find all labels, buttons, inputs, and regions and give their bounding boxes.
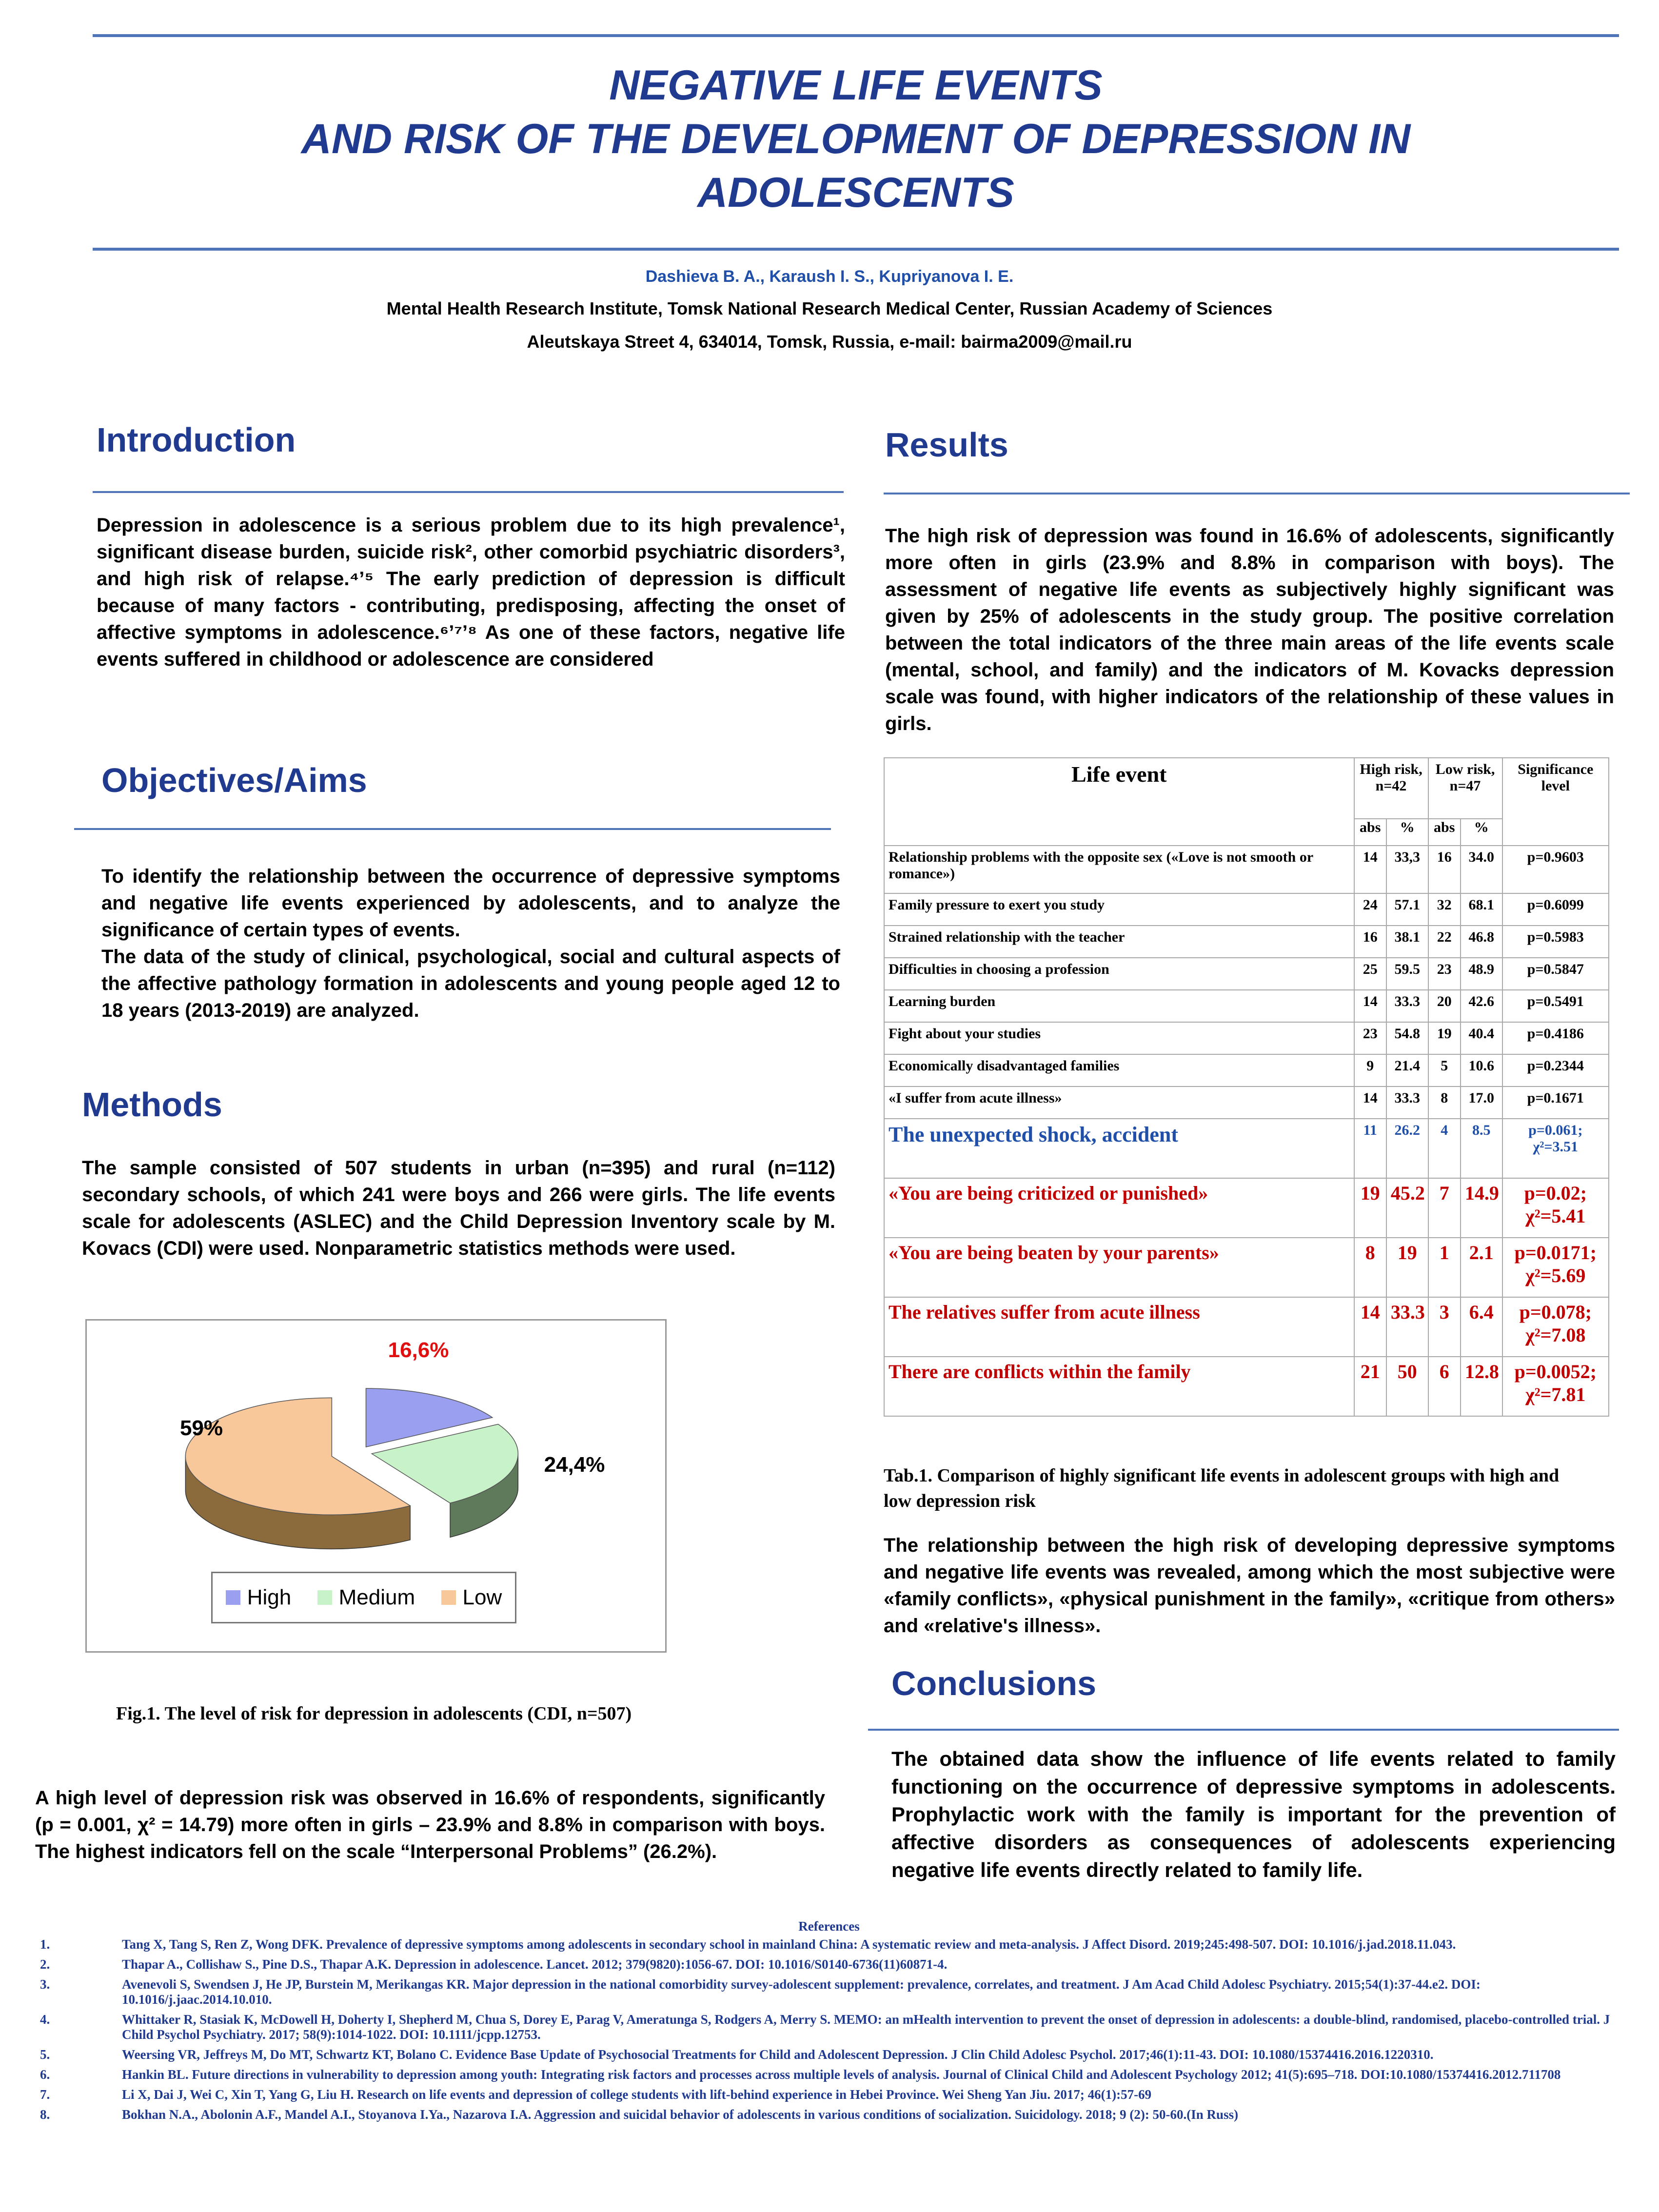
cell-chi-square: χ²=5.69 [1525,1264,1586,1286]
cell-low-pct: 6.4 [1461,1297,1502,1357]
reference-text: Tang X, Tang S, Ren Z, Wong DFK. Prevalence of depressive symptoms among adolescents in secondary school in mainland China: A systematic review and meta-analysis. J Affect Disord. 2019;245:498-507. DOI: 10.1016/j.jad.2018.11.043. [122,1937,1456,1952]
reference-text: Weersing VR, Jeffreys M, Do MT, Schwartz KT, Bolano C. Evidence Base Update of Psychosocial Treatments for Child and Adolescent Depression. J Clin Child Adolesc Psychol. 2017;46(1):11-43. DOI: 10.1080/15374416.2016.1220310. [122,2047,1434,2062]
reference-item [29,1937,1629,1952]
reference-number: 7. [40,2087,50,2102]
figure-caption: Fig.1. The level of risk for depression in adolescents (CDI, n=507) [116,1703,632,1724]
cell-event: The unexpected shock, accident [884,1119,1354,1178]
cell-high-abs: 14 [1354,990,1386,1022]
th-low-pct: % [1461,819,1502,846]
conclusions-text: The obtained data show the influence of life events related to family functioning on the occurrence of depressive symptoms in adolescents. Prophylactic work with the family is important for the prevention of affective disorders as consequences of adolescents experiencing negative life events directly related to family life. [891,1747,1616,1881]
reference-number: 2. [40,1957,50,1972]
cell-low-pct: 34.0 [1461,846,1502,893]
cell-low-abs: 22 [1428,926,1461,958]
cell-significance [1502,1238,1609,1297]
cell-low-pct: 48.9 [1461,958,1502,990]
reference-text: Bokhan N.A., Abolonin A.F., Mandel A.I., Stoyanova I.Ya., Nazarova I.A. Aggression and suicidal behavior of adolescents in various conditions of socialization. Suicidology. 2018; 9 (2): 50-60.(In Russ) [122,2107,1239,2122]
cell-high-abs: 14 [1354,1086,1386,1119]
reference-number: 8. [40,2107,50,2122]
table-row [884,893,1609,926]
cell-low-pct: 14.9 [1461,1178,1502,1238]
cell-high-abs: 9 [1354,1054,1386,1086]
legend-label-medium: Medium [338,1585,415,1609]
table-row [884,1086,1609,1119]
table-caption: Tab.1. Comparison of highly significant life events in adolescent groups with high and low depression risk [884,1465,1560,1511]
cell-high-abs: 11 [1354,1119,1386,1178]
cell-p-value: p=0.5983 [1527,929,1584,945]
cell-event: «You are being beaten by your parents» [884,1238,1354,1297]
cell-low-pct: 8.5 [1461,1119,1502,1178]
cell-low-abs: 6 [1428,1357,1461,1416]
cell-low-abs: 7 [1428,1178,1461,1238]
cell-significance [1502,958,1609,990]
legend-swatch-low [441,1590,456,1605]
cell-low-abs: 23 [1428,958,1461,990]
references-list [29,1937,1629,2122]
cell-significance [1502,1297,1609,1357]
cell-p-value: p=0.5491 [1527,993,1584,1009]
cell-low-pct: 12.8 [1461,1357,1502,1416]
cell-low-pct: 10.6 [1461,1054,1502,1086]
reference-text: Thapar A., Collishaw S., Pine D.S., Thapar A.K. Depression in adolescence. Lancet. 2012; 379(9820):1056-67. DOI: 10.1016/S0140-6736(11)60871-4. [122,1957,948,1972]
cell-event: Family pressure to exert you study [884,893,1354,926]
th-high-abs: abs [1354,819,1386,846]
cell-event: Learning burden [884,990,1354,1022]
cell-p-value: p=0.1671 [1527,1090,1584,1106]
cell-significance [1502,893,1609,926]
th-low-abs: abs [1428,819,1461,846]
table-row [884,926,1609,958]
cell-chi-square: χ²=5.41 [1525,1205,1586,1227]
cell-event: Relationship problems with the opposite sex («Love is not smooth or romance») [884,846,1354,893]
cell-event: Difficulties in choosing a profession [884,958,1354,990]
methods-heading: Methods [82,1086,222,1124]
pie-data-label-low: 59% [179,1416,223,1440]
cell-high-abs: 14 [1354,1297,1386,1357]
cell-high-pct: 21.4 [1386,1054,1428,1086]
intro-text: Depression in adolescence is a serious problem due to its high prevalence¹, significant disease burden, suicide risk², other comorbid psychiatric disorders³, and high risk of relapse.⁴ʼ⁵ The early prediction of depression is difficult because of many factors - contributing, predisposing, affecting the onset of affective symptoms in adolescence.⁶ʼ⁷ʼ⁸ As one of these factors, negative life events suffered in childhood or adolescence are considered [97,514,845,670]
reference-number: 5. [40,2047,50,2062]
intro-rule [93,491,844,493]
top-rule [93,34,1619,37]
table-row [884,1054,1609,1086]
cell-event: Economically disadvantaged families [884,1054,1354,1086]
cell-chi-square: χ²=3.51 [1533,1139,1578,1155]
pie-data-label-high: 16,6% [388,1338,449,1362]
cell-event: Fight about your studies [884,1022,1354,1054]
table-row [884,1119,1609,1178]
objectives-rule [74,828,831,830]
cell-low-pct: 40.4 [1461,1022,1502,1054]
cell-low-pct: 17.0 [1461,1086,1502,1119]
reference-item [29,1957,1629,1972]
results-text: The high risk of depression was found in 16.6% of adolescents, significantly more often in girls (23.9% and 8.8% in comparison with boys). The assessment of negative life events as subjectively highly significant was given by 25% of adolescents in the study group. The positive correlation between the total indicators of the three main areas of the life events scale (mental, school, and family) and the indicators of M. Kovacks depression scale was found, with higher indicators of the relationship of these values in girls. [885,525,1614,734]
table-row [884,958,1609,990]
cell-p-value: p=0.0052; [1514,1361,1597,1382]
cell-low-abs: 8 [1428,1086,1461,1119]
cell-p-value: p=0.6099 [1527,897,1584,913]
cell-low-abs: 3 [1428,1297,1461,1357]
cell-high-pct: 59.5 [1386,958,1428,990]
reference-number: 4. [40,2012,50,2027]
results-rule [884,493,1630,494]
cell-low-pct: 68.1 [1461,893,1502,926]
table-row [884,846,1609,893]
cell-high-abs: 23 [1354,1022,1386,1054]
title-line-2: AND RISK OF THE DEVELOPMENT OF DEPRESSION IN [301,116,1411,162]
cell-high-pct: 57.1 [1386,893,1428,926]
table-row [884,1357,1609,1416]
pie-chart-svg [87,1321,665,1564]
table-row [884,1178,1609,1238]
reference-item [29,2107,1629,2122]
cell-event: There are conflicts within the family [884,1357,1354,1416]
legend-swatch-high [226,1590,240,1605]
cell-p-value: p=0.0171; [1514,1242,1597,1264]
relationship-text: The relationship between the high risk of developing depressive symptoms and negative life events was revealed, among which the most subjective were «family conflicts», «physical punishment in the family», «critique from others» and «relative's illness». [884,1535,1615,1637]
table-row [884,1297,1609,1357]
reference-item [29,1977,1629,2007]
legend-label-high: High [247,1585,292,1609]
figure-summary: A high level of depression risk was observed in 16.6% of respondents, significantly (p = 0.001, χ² = 14.79) more often in girls – 23.9% and 8.8% in comparison with boys. The highest indicators fell on the scale “Interpersonal Problems” (26.2%). [35,1787,825,1862]
objectives-heading: Objectives/Aims [101,761,367,799]
cell-high-abs: 25 [1354,958,1386,990]
reference-number: 3. [40,1977,50,1992]
cell-significance [1502,1054,1609,1086]
affiliation: Mental Health Research Institute, Tomsk National Research Medical Center, Russian Academy of Sciences [386,298,1273,318]
reference-text: Hankin BL. Future directions in vulnerability to depression among youth: Integrating risk factors and processes across multiple levels of analysis. Journal of Clinical Child and Adolescent Psychology 2012; 41(5):695–718. DOI:10.1080/15374416.2012.711708 [122,2067,1561,2082]
cell-high-abs: 14 [1354,846,1386,893]
cell-high-pct: 19 [1386,1238,1428,1297]
reference-number: 1. [40,1937,50,1952]
cell-high-abs: 16 [1354,926,1386,958]
cell-low-abs: 5 [1428,1054,1461,1086]
conclusions-rule [868,1729,1619,1731]
pie-data-label-medium: 24,4% [544,1453,605,1477]
cell-event: «I suffer from acute illness» [884,1086,1354,1119]
cell-significance [1502,1119,1609,1178]
cell-significance [1502,1357,1609,1416]
references [29,1919,1629,2127]
legend-item-low [441,1585,502,1610]
table-row [884,1022,1609,1054]
references-heading: References [798,1919,860,1934]
objectives-text-1: To identify the relationship between the occurrence of depressive symptoms and negative life events experienced by adolescents, and to analyze the significance of certain types of events. [101,866,840,941]
cell-significance [1502,846,1609,893]
cell-event: Strained relationship with the teacher [884,926,1354,958]
th-low: Low risk, n=47 [1428,758,1502,819]
cell-high-pct: 45.2 [1386,1178,1428,1238]
poster-title [93,59,1619,219]
cell-event: The relatives suffer from acute illness [884,1297,1354,1357]
objectives-text [101,863,840,1024]
reference-text: Li X, Dai J, Wei C, Xin T, Yang G, Liu H. Research on life events and depression of college students with lift-behind experience in Hebei Province. Wei Sheng Yan Jiu. 2017; 46(1):57-69 [122,2087,1152,2102]
cell-p-value: p=0.9603 [1527,849,1584,865]
cell-low-abs: 4 [1428,1119,1461,1178]
reference-item [29,2067,1629,2082]
chart-legend [211,1572,516,1623]
methods-text: The sample consisted of 507 students in urban (n=395) and rural (n=112) secondary schools, of which 241 were boys and 266 were girls. The life events scale for adolescents (ASLEC) and the Child Depression Inventory scale by M. Kovacs (CDI) were used. Nonparametric statistics methods were used. [82,1157,835,1259]
cell-low-pct: 46.8 [1461,926,1502,958]
authors: Dashieva B. A., Karaush I. S., Kupriyanova I. E. [645,267,1014,286]
results-heading: Results [885,426,1008,464]
th-high: High risk, n=42 [1354,758,1428,819]
cell-low-abs: 20 [1428,990,1461,1022]
reference-number: 6. [40,2067,50,2082]
title-line-1: NEGATIVE LIFE EVENTS [609,62,1103,109]
table-row [884,1238,1609,1297]
conclusions-heading: Conclusions [891,1664,1097,1702]
cell-event: «You are being criticized or punished» [884,1178,1354,1238]
cell-p-value: p=0.078; [1519,1301,1592,1323]
cell-p-value: p=0.02; [1524,1182,1587,1204]
reference-text: Avenevoli S, Swendsen J, He JP, Burstein M, Merikangas KR. Major depression in the national comorbidity survey-adolescent supplement: prevalence, correlates, and treatment. J Am Acad Child Adolesc Psychiatry. 2015;54(1):37-44.e2. DOI: 10.1016/j.jaac.2014.10.010. [122,1977,1481,2007]
legend-item-high [226,1585,292,1610]
title-line-3: ADOLESCENTS [697,169,1014,216]
cell-p-value: p=0.4186 [1527,1026,1584,1042]
title-rule [93,248,1619,251]
reference-item [29,2047,1629,2062]
results-table [884,757,1609,1417]
cell-high-pct: 33.3 [1386,1086,1428,1119]
cell-significance [1502,990,1609,1022]
cell-high-pct: 33.3 [1386,1297,1428,1357]
cell-p-value: p=0.2344 [1527,1058,1584,1074]
cell-significance [1502,1086,1609,1119]
reference-item [29,2012,1629,2042]
cell-high-abs: 24 [1354,893,1386,926]
th-high-pct: % [1386,819,1428,846]
cell-high-pct: 50 [1386,1357,1428,1416]
cell-significance [1502,926,1609,958]
cell-high-abs: 19 [1354,1178,1386,1238]
cell-p-value: p=0.5847 [1527,961,1584,977]
cell-significance [1502,1022,1609,1054]
cell-high-pct: 26.2 [1386,1119,1428,1178]
cell-high-pct: 54.8 [1386,1022,1428,1054]
cell-p-value: p=0.061; [1528,1122,1583,1138]
objectives-text-2: The data of the study of clinical, psychological, social and cultural aspects of the affective pathology formation in adolescents and young people aged 12 to 18 years (2013-2019) are analyzed. [101,946,840,1021]
reference-item [29,2087,1629,2102]
cell-low-pct: 2.1 [1461,1238,1502,1297]
pie-chart [85,1319,667,1653]
cell-low-abs: 1 [1428,1238,1461,1297]
cell-high-pct: 33,3 [1386,846,1428,893]
cell-high-pct: 38.1 [1386,926,1428,958]
cell-chi-square: χ²=7.81 [1525,1383,1586,1405]
cell-low-pct: 42.6 [1461,990,1502,1022]
th-significance: Significance level [1502,758,1609,846]
legend-item-medium [317,1585,415,1610]
table-row [884,990,1609,1022]
cell-high-abs: 8 [1354,1238,1386,1297]
cell-significance [1502,1178,1609,1238]
cell-high-pct: 33.3 [1386,990,1428,1022]
cell-low-abs: 16 [1428,846,1461,893]
th-event: Life event [884,758,1354,846]
cell-high-abs: 21 [1354,1357,1386,1416]
cell-chi-square: χ²=7.08 [1525,1324,1586,1346]
cell-low-abs: 19 [1428,1022,1461,1054]
legend-swatch-medium [317,1590,332,1605]
cell-low-abs: 32 [1428,893,1461,926]
legend-label-low: Low [462,1585,502,1609]
intro-heading: Introduction [97,421,296,459]
reference-text: Whittaker R, Stasiak K, McDowell H, Doherty I, Shepherd M, Chua S, Dorey E, Parag V, Ameratunga S, Rodgers A, Merry S. MEMO: an mHealth intervention to prevent the onset of depression in adolescents: a double-blind, randomised, placebo-controlled trial. J Child Psychol Psychiatry. 2017; 58(9):1014-1022. DOI: 10.1111/jcpp.12753. [122,2012,1610,2042]
address: Aleutskaya Street 4, 634014, Tomsk, Russia, e-mail: bairma2009@mail.ru [527,332,1132,352]
